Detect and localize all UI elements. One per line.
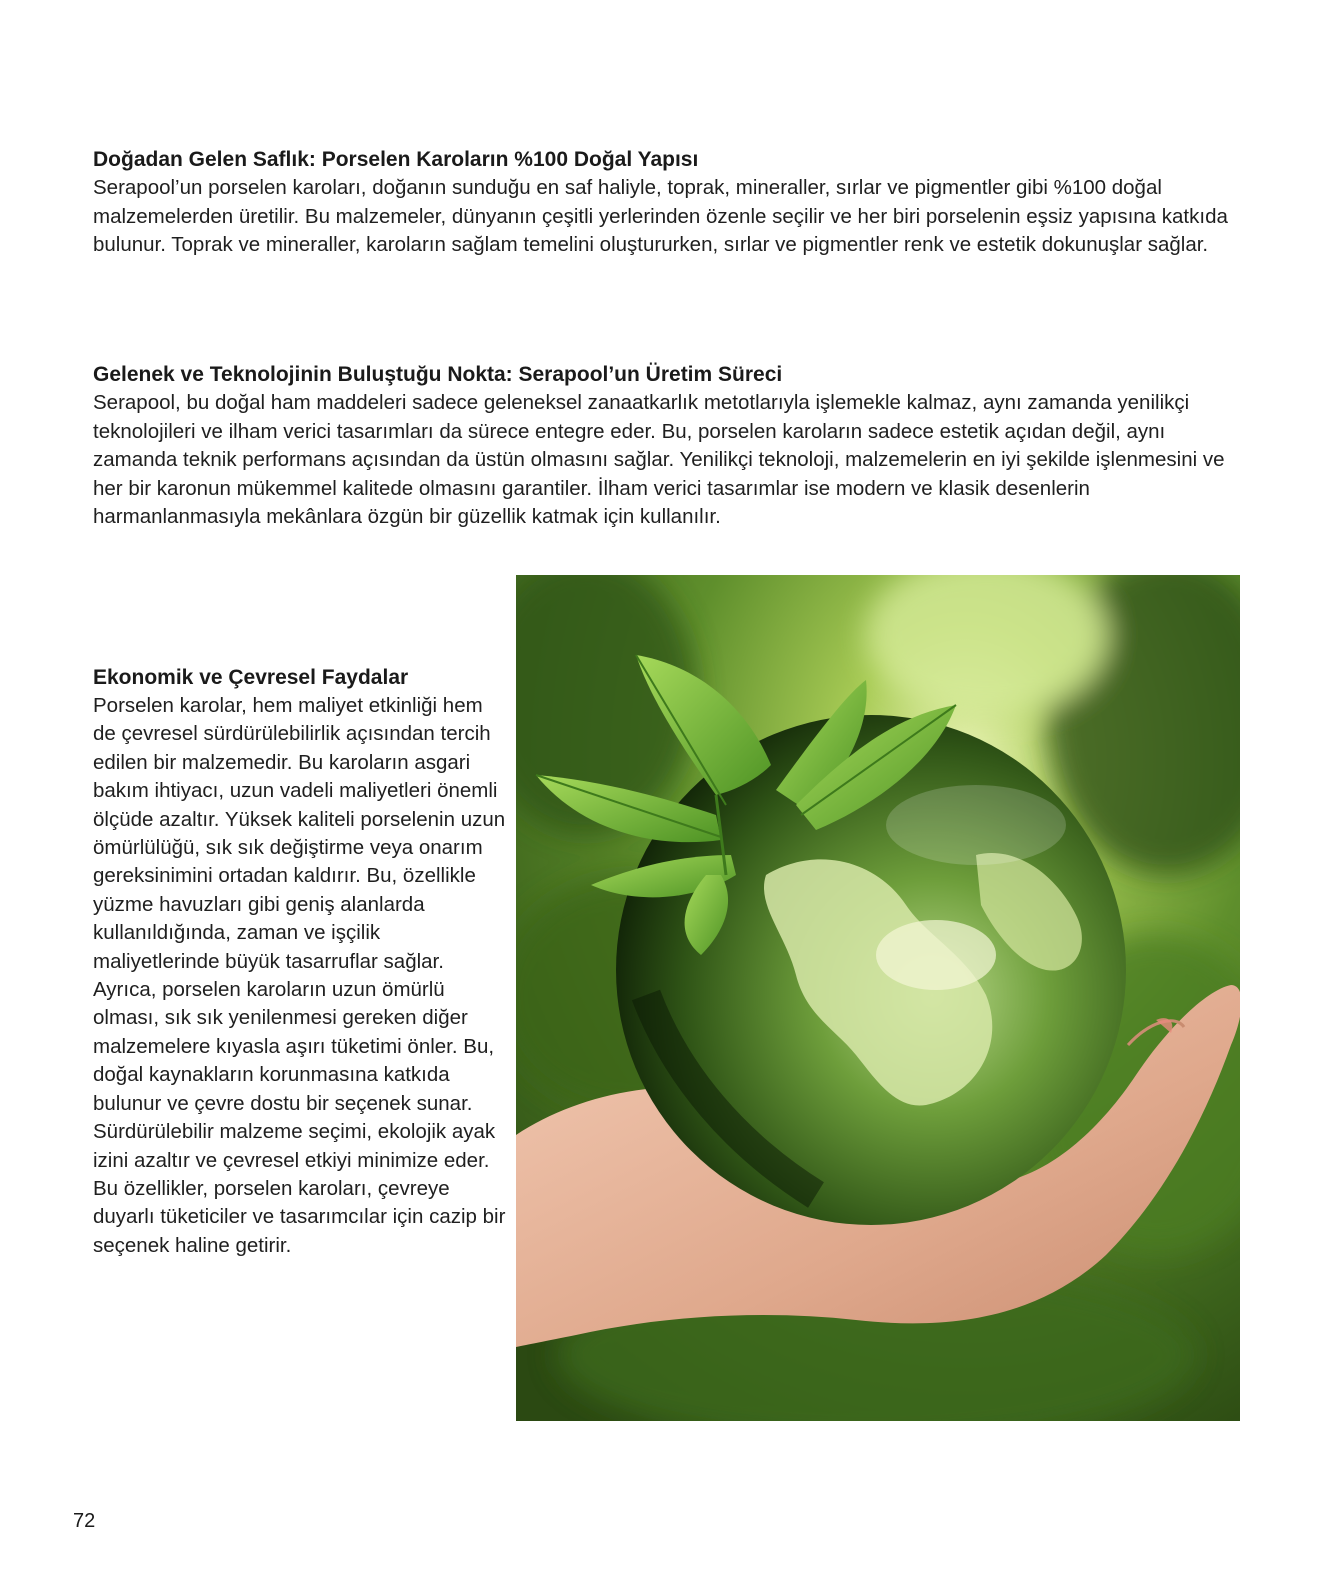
section-body: Serapool, bu doğal ham maddeleri sadece geleneksel zanaatkarlık metotlarıyla işlemekle kalmaz, aynı zamanda yenilikçi teknolojileri ve ilham verici tasarımları da sürece entegre eder. Bu, porselen karoların sadece estetik açıdan değil, aynı zamanda teknik performans açısından da üstün olmasını sağlar. Yenilikçi teknoloji, malzemelerin en iyi şekilde işlenmesini ve her bir karonun mükemmel kalitede olmasını garantiler. İlham verici tasarımlar ise modern ve klasik desenlerin harmanlanmasıyla mekânlara özgün bir güzellik katmak için kullanılır. [93, 391, 1225, 529]
section-body: Serapool’un porselen karoları, doğanın sunduğu en saf haliyle, toprak, mineraller, sırlar ve pigmentler gibi %100 doğal malzemelerden üretilir. Bu malzemeler, dünyanın çeşitli yerlerinden özenle seçilir ve her biri porselenin eşsiz yapısına katkıda bulunur. Toprak ve mineraller, karoların sağlam temelini oluştururken, sırlar ve pigmentler renk ve estetik dokunuşlar sağlar. [93, 176, 1228, 257]
hand-globe-photo [516, 575, 1240, 1421]
section-heading: Ekonomik ve Çevresel Faydalar [93, 666, 409, 689]
section-heading: Doğadan Gelen Saflık: Porselen Karoların %100 Doğal Yapısı [93, 148, 699, 171]
section-economic-benefits [93, 663, 511, 1260]
section-heading: Gelenek ve Teknolojinin Buluştuğu Nokta: Serapool’un Üretim Süreci [93, 363, 783, 386]
section-natural-purity [93, 145, 1238, 260]
section-body: Porselen karolar, hem maliyet etkinliği hem de çevresel sürdürülebilirlik açısından tercih edilen bir malzemedir. Bu karoların asgari bakım ihtiyacı, uzun vadeli maliyetleri önemli ölçüde azaltır. Yüksek kaliteli porselenin uzun ömürlülüğü, sık sık değiştirme veya onarım gereksinimini ortadan kaldırır. Bu, özellikle yüzme havuzları gibi geniş alanlarda kullanıldığında, zaman ve işçilik maliyetlerinde büyük tasarruflar sağlar. Ayrıca, porselen karoların uzun ömürlü olması, sık sık yenilenmesi gereken diğer malzemelere kıyasla aşırı tüketimi önler. Bu, doğal kaynakların korunmasına katkıda bulunur ve çevre dostu bir seçenek sunar. Sürdürülebilir malzeme seçimi, ekolojik ayak izini azaltır ve çevresel etkiyi minimize eder. Bu özellikler, porselen karoları, çevreye duyarlı tüketiciler ve tasarımcılar için cazip bir seçenek haline getirir. [93, 694, 506, 1257]
section-production-process [93, 360, 1238, 532]
page-number: 72 [73, 1510, 96, 1532]
